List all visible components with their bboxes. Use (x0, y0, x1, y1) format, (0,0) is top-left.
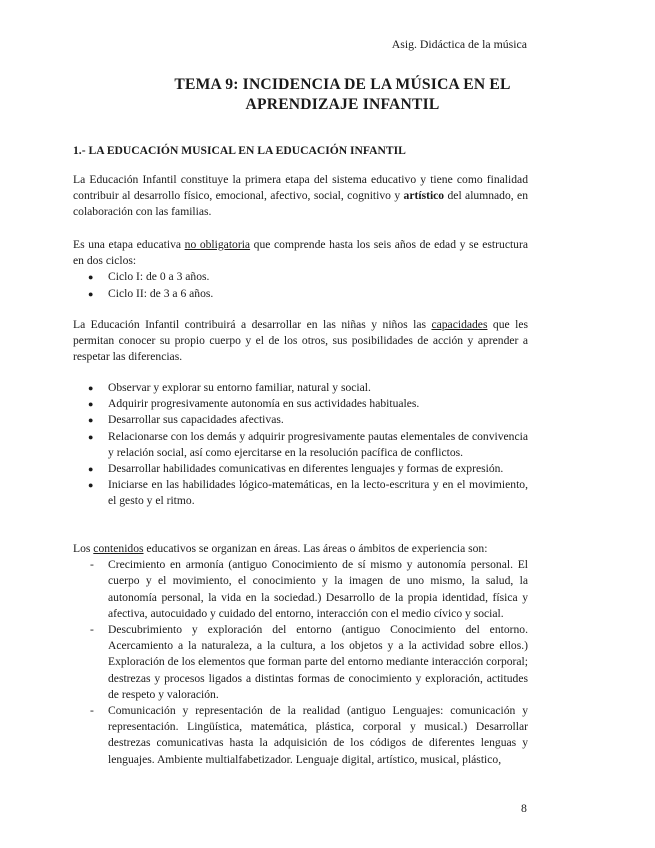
emphasis-artistico: artístico (403, 189, 445, 203)
underlined-no-obligatoria: no obligatoria (184, 238, 251, 251)
list-item: ● Adquirir progresivamente autonomía en sus actividades habituales. (73, 396, 528, 412)
page-number: 8 (521, 801, 527, 815)
list-item: ● Ciclo II: de 3 a 6 años. (73, 286, 528, 302)
cycles-list (73, 269, 528, 301)
paragraph-contents (73, 541, 528, 768)
section-heading: 1.- LA EDUCACIÓN MUSICAL EN LA EDUCACIÓN INFANTIL (73, 144, 406, 157)
paragraph-stage-text-b: que comprende hasta los seis años de edad y se estructura en dos ciclos: (73, 238, 528, 268)
paragraph-capacities (73, 317, 528, 366)
paragraph-intro-text-b: del alumnado, en colaboración con las familias. (73, 189, 528, 219)
paragraph-contents-text-a: Los (73, 542, 94, 555)
capacities-list (73, 380, 528, 510)
list-item: - Comunicación y representación de la realidad (antiguo Lenguajes: comunicación y representación. Lingüística, matemática, plástica, corporal y musical.) Desarrollar destrezas comunicativas hasta la adquisición de los códigos de diferentes lenguas y lenguajes. Ambiente multialfabetizador. Lenguaje digital, artístico, musical, plástico, (73, 703, 528, 768)
capacities-block (73, 380, 528, 510)
list-item: ● Desarrollar sus capacidades afectivas. (73, 412, 528, 428)
paragraph-intro-text-a: La Educación Infantil constituye la primera etapa del sistema educativo y tiene como finalidad contribuir al desarrollo físico, emocional, afectivo, social, cognitivo y (73, 173, 528, 203)
paragraph-stage (73, 237, 528, 302)
title-line-1: TEMA 9: INCIDENCIA DE LA MÚSICA EN EL (174, 76, 511, 93)
paragraph-stage-text-a: Es una etapa educativa (73, 238, 185, 251)
list-item: ● Observar y explorar su entorno familiar, natural y social. (73, 380, 528, 396)
paragraph-contents-text-b: educativos se organizan en áreas. Las áreas o ámbitos de experiencia son: (143, 542, 488, 555)
running-header: Asig. Didáctica de la música (391, 37, 527, 51)
paragraph-intro (73, 172, 528, 221)
list-item: ● Ciclo I: de 0 a 3 años. (73, 269, 528, 285)
underlined-capacidades: capacidades (431, 318, 488, 331)
page-title (0, 75, 655, 115)
list-item: ● Iniciarse en las habilidades lógico-matemáticas, en la lecto-escritura y en el movimiento, el gesto y el ritmo. (73, 477, 528, 509)
list-item: ● Relacionarse con los demás y adquirir progresivamente pautas elementales de convivencia y relación social, así como ejercitarse en la resolución pacífica de conflictos. (73, 429, 528, 461)
paragraph-capacities-text-b: que les permitan conocer su propio cuerpo y el de los otros, sus posibilidades de acción y aprender a respetar las diferencias. (73, 318, 529, 364)
list-item: - Descubrimiento y exploración del entorno (antiguo Conocimiento del entorno. Acercamiento a la naturaleza, a la cultura, a los objetos y a la actividad sobre ellos.) Exploración de los elementos que forman parte del entorno mediante interacción corporal; destrezas y procesos ligados a distintas formas de conocimiento y exploración, actitudes de respeto y valoración. (73, 622, 528, 703)
areas-list (73, 557, 528, 768)
underlined-contenidos: contenidos (93, 542, 144, 555)
list-item: ● Desarrollar habilidades comunicativas en diferentes lenguajes y formas de expresión. (73, 461, 528, 477)
paragraph-capacities-text-a: La Educación Infantil contribuirá a desarrollar en las niñas y niños las (73, 318, 432, 331)
list-item: - Crecimiento en armonía (antiguo Conocimiento de sí mismo y autonomía personal. El cuerpo y el movimiento, el conocimiento y la imagen de uno mismo, la salud, la autonomía personal, la vida en la sociedad.) Desarrollo de la propia identidad, física y afectiva, autocuidado y cuidado del entorno, interacción con el medio cívico y social. (73, 557, 528, 622)
title-line-2: APRENDIZAJE INFANTIL (245, 96, 440, 113)
